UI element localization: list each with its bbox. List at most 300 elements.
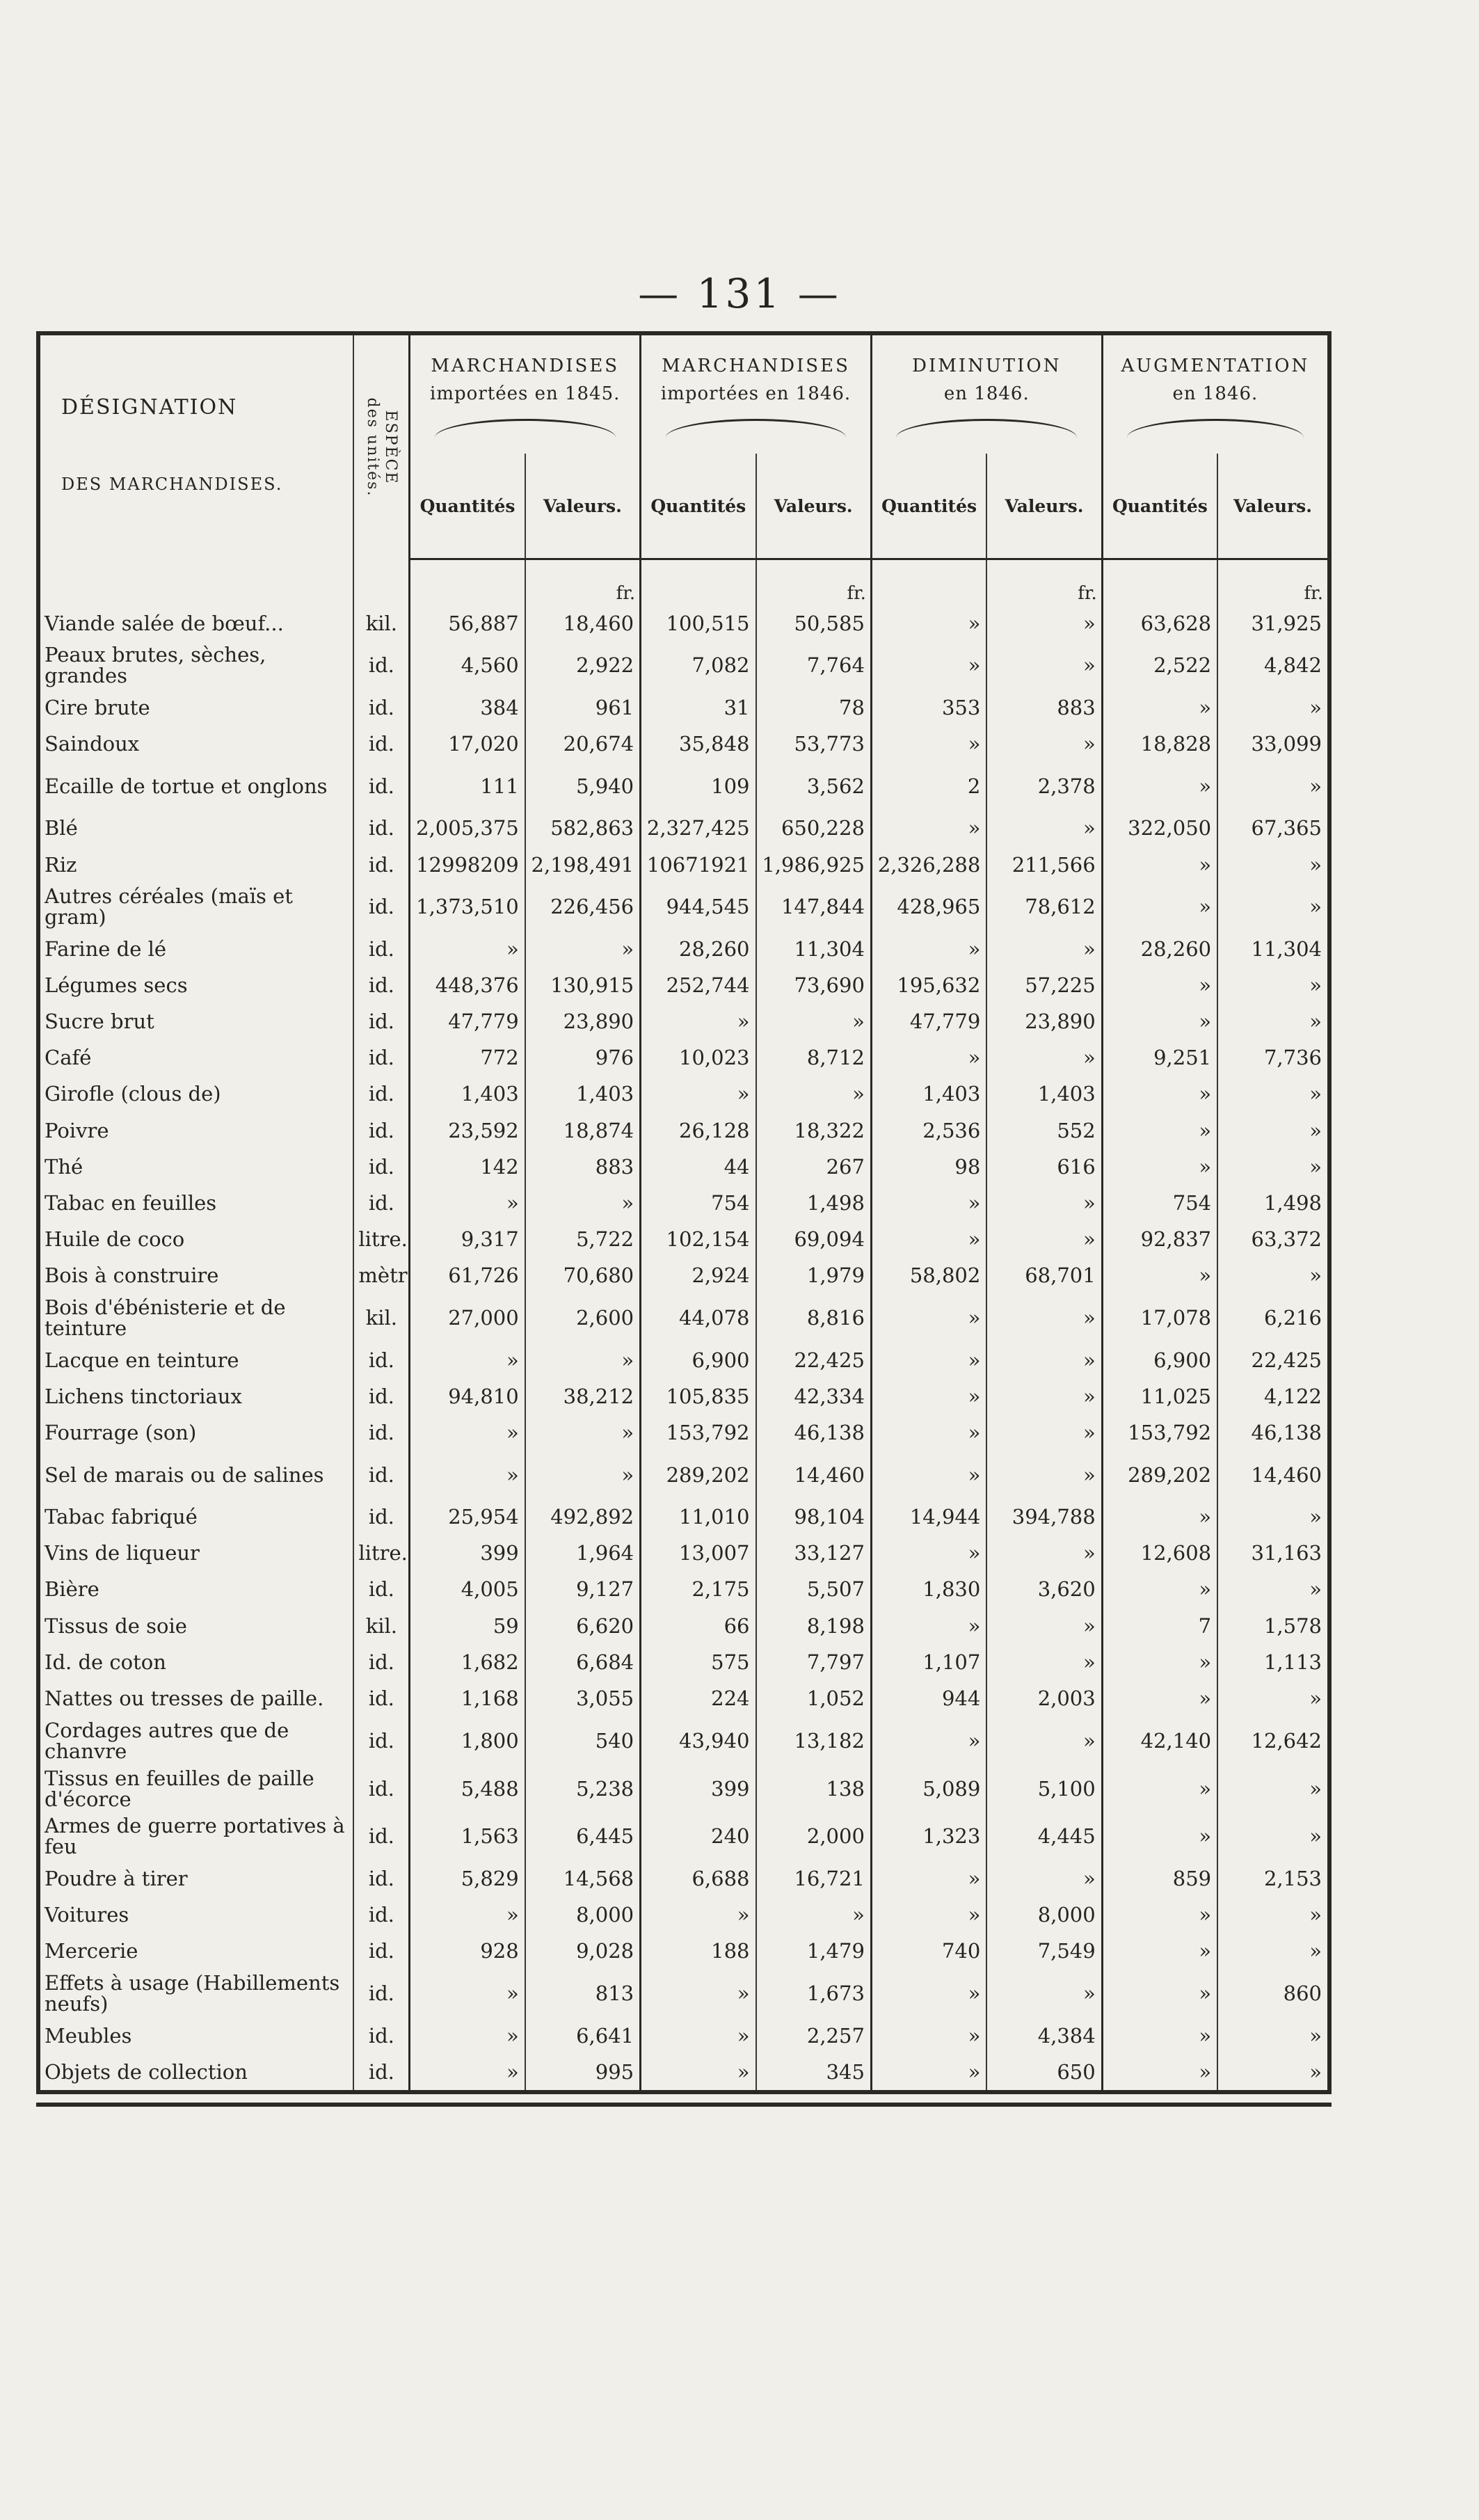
quantity-augmentation: »: [1102, 762, 1217, 810]
quantity-1845: 1,168: [410, 1680, 525, 1716]
group-subtitle: importées en 1845.: [430, 383, 621, 404]
value-diminution: 4,384: [986, 2017, 1102, 2053]
quantity-1845: 4,005: [410, 1571, 525, 1607]
merchandise-name: Sucre brut: [45, 1010, 154, 1034]
unit-type: id.: [353, 1764, 409, 1812]
quantity-1845: »: [410, 1185, 525, 1221]
merchandise-name: Légumes secs: [45, 973, 188, 997]
merchandise-name: Ecaille de tortue et onglons: [45, 774, 328, 798]
unit-type: mètr: [353, 1257, 409, 1293]
quantity-1846: 6,688: [641, 1860, 756, 1897]
brace-divider: [435, 419, 616, 438]
value-1845: 6,445: [525, 1812, 641, 1860]
table-row: [40, 1933, 1327, 1969]
value-augmentation: »: [1217, 1812, 1327, 1860]
quantity-diminution: »: [871, 1535, 986, 1571]
currency-unit: fr.: [756, 559, 872, 605]
group-title: MARCHANDISES: [431, 355, 620, 376]
value-diminution: »: [986, 1378, 1102, 1414]
quantity-augmentation: 153,792: [1102, 1414, 1217, 1451]
value-augmentation: »: [1217, 762, 1327, 810]
value-diminution: »: [986, 1970, 1102, 2018]
unit-type: id.: [353, 1003, 409, 1039]
quantity-diminution: 98: [871, 1149, 986, 1185]
value-augmentation: 31,163: [1217, 1535, 1327, 1571]
quantity-1846: 2,924: [641, 1257, 756, 1293]
quantity-1846: »: [641, 1076, 756, 1112]
value-1846: 50,585: [756, 605, 872, 641]
value-diminution: »: [986, 641, 1102, 689]
merchandise-name: Voitures: [45, 1903, 129, 1927]
value-augmentation: 1,498: [1217, 1185, 1327, 1221]
value-1845: 6,641: [525, 2017, 641, 2053]
value-1845: 18,460: [525, 605, 641, 641]
quantity-1845: 23,592: [410, 1113, 525, 1149]
espece-subtitle: des unités.: [364, 397, 382, 497]
value-1846: 46,138: [756, 1414, 872, 1451]
merchandise-name: Viande salée de bœuf...: [45, 611, 284, 635]
unit-type: id.: [353, 1680, 409, 1716]
value-diminution: »: [986, 1644, 1102, 1680]
table-row: [40, 1608, 1327, 1644]
table-row: [40, 1644, 1327, 1680]
quantity-1846: 28,260: [641, 931, 756, 967]
unit-type: id.: [353, 1378, 409, 1414]
value-1846: 2,000: [756, 1812, 872, 1860]
unit-type: id.: [353, 1039, 409, 1076]
quantity-1845: 47,779: [410, 1003, 525, 1039]
value-1845: 70,680: [525, 1257, 641, 1293]
quantity-augmentation: 28,260: [1102, 931, 1217, 967]
quantity-1845: »: [410, 931, 525, 967]
value-diminution: »: [986, 1341, 1102, 1378]
quantity-1846: 2,175: [641, 1571, 756, 1607]
merchandise-name: Autres céréales (maïs et gram): [45, 884, 293, 930]
quantity-1846: 10,023: [641, 1039, 756, 1076]
quantity-1845: 772: [410, 1039, 525, 1076]
value-augmentation: 7,736: [1217, 1039, 1327, 1076]
value-augmentation: 63,372: [1217, 1221, 1327, 1257]
value-augmentation: 12,642: [1217, 1716, 1327, 1764]
quantity-1845: 384: [410, 689, 525, 726]
quantity-augmentation: 322,050: [1102, 810, 1217, 846]
table-row: [40, 1149, 1327, 1185]
quantity-1846: 11,010: [641, 1499, 756, 1535]
espece-header: [353, 335, 409, 559]
quantity-1845: 12998209: [410, 846, 525, 882]
value-augmentation: 31,925: [1217, 605, 1327, 641]
value-augmentation: »: [1217, 1680, 1327, 1716]
quantity-diminution: »: [871, 605, 986, 641]
quantity-1846: »: [641, 2054, 756, 2090]
value-1845: 813: [525, 1970, 641, 2018]
currency-unit: fr.: [1217, 559, 1327, 605]
value-1845: 130,915: [525, 967, 641, 1003]
group-subtitle: en 1846.: [943, 383, 1030, 404]
merchandise-name: Bière: [45, 1577, 99, 1602]
quantites-header: Quantités: [410, 454, 525, 559]
value-1846: 8,712: [756, 1039, 872, 1076]
quantites-header: Quantités: [641, 454, 756, 559]
quantity-1845: 5,829: [410, 1860, 525, 1897]
table-row: [40, 1680, 1327, 1716]
table-row: [40, 605, 1327, 641]
value-1845: 582,863: [525, 810, 641, 846]
quantity-diminution: »: [871, 1294, 986, 1342]
quantity-diminution: »: [871, 1897, 986, 1933]
quantity-1846: 43,940: [641, 1716, 756, 1764]
table-row: [40, 1257, 1327, 1293]
unit-type: id.: [353, 1414, 409, 1451]
merchandise-name: Cordages autres que de chanvre: [45, 1718, 289, 1763]
quantity-1845: 1,800: [410, 1716, 525, 1764]
table-row: [40, 1221, 1327, 1257]
value-1845: 5,238: [525, 1764, 641, 1812]
quantity-1845: 1,563: [410, 1812, 525, 1860]
quantity-1846: »: [641, 1970, 756, 2018]
quantity-1846: 26,128: [641, 1113, 756, 1149]
quantity-diminution: »: [871, 2017, 986, 2053]
value-diminution: »: [986, 810, 1102, 846]
value-1845: 20,674: [525, 726, 641, 762]
quantity-augmentation: 9,251: [1102, 1039, 1217, 1076]
brace-divider: [896, 419, 1077, 438]
value-1845: 976: [525, 1039, 641, 1076]
value-diminution: 883: [986, 689, 1102, 726]
quantites-header: Quantités: [1102, 454, 1217, 559]
unit-type: id.: [353, 846, 409, 882]
unit-type: kil.: [353, 1294, 409, 1342]
quantity-1845: 59: [410, 1608, 525, 1644]
quantity-diminution: »: [871, 1221, 986, 1257]
quantity-1845: 56,887: [410, 605, 525, 641]
unit-type: id.: [353, 1451, 409, 1499]
quantity-augmentation: 859: [1102, 1860, 1217, 1897]
table-row: [40, 1039, 1327, 1076]
merchandise-name: Riz: [45, 852, 77, 877]
merchandise-name: Cire brute: [45, 696, 150, 719]
value-1845: 9,127: [525, 1571, 641, 1607]
unit-type: id.: [353, 1644, 409, 1680]
value-1846: »: [756, 1003, 872, 1039]
value-augmentation: »: [1217, 846, 1327, 882]
value-diminution: 78,612: [986, 883, 1102, 931]
table-row: [40, 1378, 1327, 1414]
group-header-diminution: [871, 335, 1102, 454]
unit-type: id.: [353, 2054, 409, 2090]
merchandise-name: Tabac fabriqué: [45, 1505, 198, 1529]
value-1846: 7,764: [756, 641, 872, 689]
quantity-1846: 35,848: [641, 726, 756, 762]
value-1845: 2,600: [525, 1294, 641, 1342]
quantity-1845: 928: [410, 1933, 525, 1969]
quantity-1845: 142: [410, 1149, 525, 1185]
value-1846: 138: [756, 1764, 872, 1812]
table-row: [40, 1571, 1327, 1607]
value-1846: »: [756, 1897, 872, 1933]
value-diminution: 4,445: [986, 1812, 1102, 1860]
valeurs-header: Valeurs.: [756, 454, 872, 559]
value-1846: 2,257: [756, 2017, 872, 2053]
unit-type: id.: [353, 2017, 409, 2053]
espece-title: ESPÈCE: [382, 410, 400, 485]
value-1845: 2,922: [525, 641, 641, 689]
merchandise-name: Saindoux: [45, 732, 140, 756]
table-row: [40, 883, 1327, 931]
value-1846: 73,690: [756, 967, 872, 1003]
unit-type: id.: [353, 1716, 409, 1764]
quantity-1846: 66: [641, 1608, 756, 1644]
quantity-1846: 100,515: [641, 605, 756, 641]
designation-header: [40, 335, 353, 559]
merchandise-name: Thé: [45, 1154, 83, 1179]
value-1845: 883: [525, 1149, 641, 1185]
quantity-diminution: »: [871, 1608, 986, 1644]
value-1845: 5,940: [525, 762, 641, 810]
brace-divider: [666, 419, 847, 438]
unit-type: id.: [353, 1970, 409, 2018]
quantity-augmentation: 42,140: [1102, 1716, 1217, 1764]
quantity-augmentation: »: [1102, 846, 1217, 882]
quantity-augmentation: »: [1102, 1571, 1217, 1607]
quantity-diminution: »: [871, 1414, 986, 1451]
merchandise-name: Tissus de soie: [45, 1613, 187, 1638]
quantity-augmentation: »: [1102, 1076, 1217, 1112]
table-row: [40, 1499, 1327, 1535]
unit-type: id.: [353, 883, 409, 931]
value-augmentation: 6,216: [1217, 1294, 1327, 1342]
quantity-1845: 5,488: [410, 1764, 525, 1812]
value-augmentation: 11,304: [1217, 931, 1327, 967]
value-1846: 8,198: [756, 1608, 872, 1644]
merchandise-name: Lichens tinctoriaux: [45, 1384, 242, 1408]
quantity-augmentation: »: [1102, 1680, 1217, 1716]
value-diminution: »: [986, 1221, 1102, 1257]
group-subtitle: en 1846.: [1172, 383, 1258, 404]
quantity-1845: »: [410, 1341, 525, 1378]
value-1845: 6,620: [525, 1608, 641, 1644]
unit-type: id.: [353, 689, 409, 726]
group-header-1846: [641, 335, 872, 454]
quantity-augmentation: »: [1102, 1933, 1217, 1969]
merchandise-name: Meubles: [45, 2023, 132, 2048]
value-augmentation: 4,122: [1217, 1378, 1327, 1414]
designation-title: DÉSIGNATION: [61, 395, 238, 420]
quantity-1846: 224: [641, 1680, 756, 1716]
quantity-1846: 7,082: [641, 641, 756, 689]
value-diminution: »: [986, 1860, 1102, 1897]
merchandise-name: Blé: [45, 816, 78, 840]
quantity-augmentation: 754: [1102, 1185, 1217, 1221]
quantity-diminution: »: [871, 726, 986, 762]
table-row: [40, 1451, 1327, 1499]
quantity-augmentation: »: [1102, 1764, 1217, 1812]
value-augmentation: »: [1217, 883, 1327, 931]
quantity-1845: 1,403: [410, 1076, 525, 1112]
quantity-1845: 111: [410, 762, 525, 810]
value-1845: 18,874: [525, 1113, 641, 1149]
table-row: [40, 641, 1327, 689]
value-diminution: »: [986, 1414, 1102, 1451]
value-augmentation: »: [1217, 1571, 1327, 1607]
group-title: MARCHANDISES: [662, 355, 850, 376]
value-diminution: »: [986, 726, 1102, 762]
quantity-diminution: 5,089: [871, 1764, 986, 1812]
value-augmentation: »: [1217, 967, 1327, 1003]
quantity-1845: 1,682: [410, 1644, 525, 1680]
group-title: AUGMENTATION: [1121, 355, 1310, 376]
quantity-augmentation: »: [1102, 1113, 1217, 1149]
value-1846: 8,816: [756, 1294, 872, 1342]
table-row: [40, 2017, 1327, 2053]
quantity-1845: »: [410, 2054, 525, 2090]
table-row: [40, 931, 1327, 967]
value-diminution: 394,788: [986, 1499, 1102, 1535]
quantity-1845: 399: [410, 1535, 525, 1571]
quantity-augmentation: 63,628: [1102, 605, 1217, 641]
quantity-augmentation: »: [1102, 1897, 1217, 1933]
table-row: [40, 1897, 1327, 1933]
value-1846: 650,228: [756, 810, 872, 846]
quantity-1846: 944,545: [641, 883, 756, 931]
table-header: [40, 335, 1327, 559]
unit-type: id.: [353, 1185, 409, 1221]
value-augmentation: »: [1217, 1933, 1327, 1969]
value-1846: 16,721: [756, 1860, 872, 1897]
quantity-1845: »: [410, 1970, 525, 2018]
value-augmentation: »: [1217, 2017, 1327, 2053]
value-1845: 2,198,491: [525, 846, 641, 882]
table-row: [40, 1003, 1327, 1039]
value-1846: 1,673: [756, 1970, 872, 2018]
value-1845: 1,964: [525, 1535, 641, 1571]
merchandise-table: [36, 331, 1332, 2094]
value-augmentation: »: [1217, 689, 1327, 726]
quantity-1845: 94,810: [410, 1378, 525, 1414]
quantity-diminution: 1,403: [871, 1076, 986, 1112]
value-augmentation: 67,365: [1217, 810, 1327, 846]
quantity-augmentation: 2,522: [1102, 641, 1217, 689]
merchandise-name: Vins de liqueur: [45, 1541, 200, 1565]
quantity-diminution: 58,802: [871, 1257, 986, 1293]
value-diminution: 552: [986, 1113, 1102, 1149]
quantity-diminution: »: [871, 1378, 986, 1414]
value-augmentation: »: [1217, 1076, 1327, 1112]
quantity-1846: 240: [641, 1812, 756, 1860]
quantity-1846: 153,792: [641, 1414, 756, 1451]
quantity-1846: 754: [641, 1185, 756, 1221]
quantity-diminution: »: [871, 1451, 986, 1499]
value-augmentation: »: [1217, 1897, 1327, 1933]
quantity-diminution: »: [871, 1185, 986, 1221]
merchandise-name: Armes de guerre portatives à feu: [45, 1814, 345, 1859]
quantity-1846: 102,154: [641, 1221, 756, 1257]
value-1845: 5,722: [525, 1221, 641, 1257]
quantity-augmentation: »: [1102, 1003, 1217, 1039]
table-row: [40, 1113, 1327, 1149]
unit-type: kil.: [353, 605, 409, 641]
table-row: [40, 1970, 1327, 2018]
value-1845: 38,212: [525, 1378, 641, 1414]
merchandise-name: Fourrage (son): [45, 1420, 197, 1444]
quantity-1845: 2,005,375: [410, 810, 525, 846]
value-diminution: »: [986, 931, 1102, 967]
quantity-1845: 27,000: [410, 1294, 525, 1342]
page-number: — 131 —: [638, 270, 841, 317]
quantity-diminution: 1,830: [871, 1571, 986, 1607]
merchandise-name: Bois à construire: [45, 1263, 219, 1288]
table-row: [40, 1716, 1327, 1764]
table-body: [40, 559, 1327, 2091]
unit-type: id.: [353, 1076, 409, 1112]
value-1846: 1,479: [756, 1933, 872, 1969]
value-augmentation: »: [1217, 1257, 1327, 1293]
merchandise-name: Nattes ou tresses de paille.: [45, 1686, 324, 1711]
quantity-augmentation: 18,828: [1102, 726, 1217, 762]
value-augmentation: »: [1217, 1003, 1327, 1039]
quantity-diminution: 195,632: [871, 967, 986, 1003]
quantity-1846: 399: [641, 1764, 756, 1812]
value-augmentation: 1,578: [1217, 1608, 1327, 1644]
valeurs-header: Valeurs.: [525, 454, 641, 559]
table-row: [40, 689, 1327, 726]
unit-type: id.: [353, 726, 409, 762]
quantity-augmentation: »: [1102, 1149, 1217, 1185]
currency-unit-row: [40, 559, 1327, 605]
table-row: [40, 1812, 1327, 1860]
quantity-1845: 61,726: [410, 1257, 525, 1293]
quantity-diminution: 14,944: [871, 1499, 986, 1535]
quantity-augmentation: 92,837: [1102, 1221, 1217, 1257]
unit-type: id.: [353, 967, 409, 1003]
value-1846: 267: [756, 1149, 872, 1185]
unit-type: id.: [353, 1933, 409, 1969]
quantity-diminution: 1,323: [871, 1812, 986, 1860]
value-1845: 540: [525, 1716, 641, 1764]
unit-type: id.: [353, 1860, 409, 1897]
merchandise-name: Effets à usage (Habillements neufs): [45, 1970, 340, 2016]
value-1845: »: [525, 1185, 641, 1221]
table-row: [40, 1294, 1327, 1342]
value-1846: 33,127: [756, 1535, 872, 1571]
value-diminution: 211,566: [986, 846, 1102, 882]
value-1845: 23,890: [525, 1003, 641, 1039]
quantity-augmentation: »: [1102, 1970, 1217, 2018]
unit-type: id.: [353, 1341, 409, 1378]
value-1846: 22,425: [756, 1341, 872, 1378]
quantity-augmentation: »: [1102, 1644, 1217, 1680]
quantity-1845: »: [410, 1897, 525, 1933]
quantity-augmentation: »: [1102, 883, 1217, 931]
unit-type: id.: [353, 1499, 409, 1535]
quantity-augmentation: »: [1102, 2054, 1217, 2090]
quantity-augmentation: 6,900: [1102, 1341, 1217, 1378]
quantity-diminution: 740: [871, 1933, 986, 1969]
value-1846: 1,498: [756, 1185, 872, 1221]
quantity-augmentation: 289,202: [1102, 1451, 1217, 1499]
unit-type: id.: [353, 641, 409, 689]
quantity-augmentation: »: [1102, 2017, 1217, 2053]
merchandise-name: Huile de coco: [45, 1227, 185, 1252]
value-1846: 11,304: [756, 931, 872, 967]
quantity-1845: »: [410, 1451, 525, 1499]
table-row: [40, 726, 1327, 762]
unit-type: id.: [353, 1571, 409, 1607]
value-1846: 42,334: [756, 1378, 872, 1414]
quantity-1846: »: [641, 1003, 756, 1039]
value-1846: 69,094: [756, 1221, 872, 1257]
value-augmentation: »: [1217, 1149, 1327, 1185]
